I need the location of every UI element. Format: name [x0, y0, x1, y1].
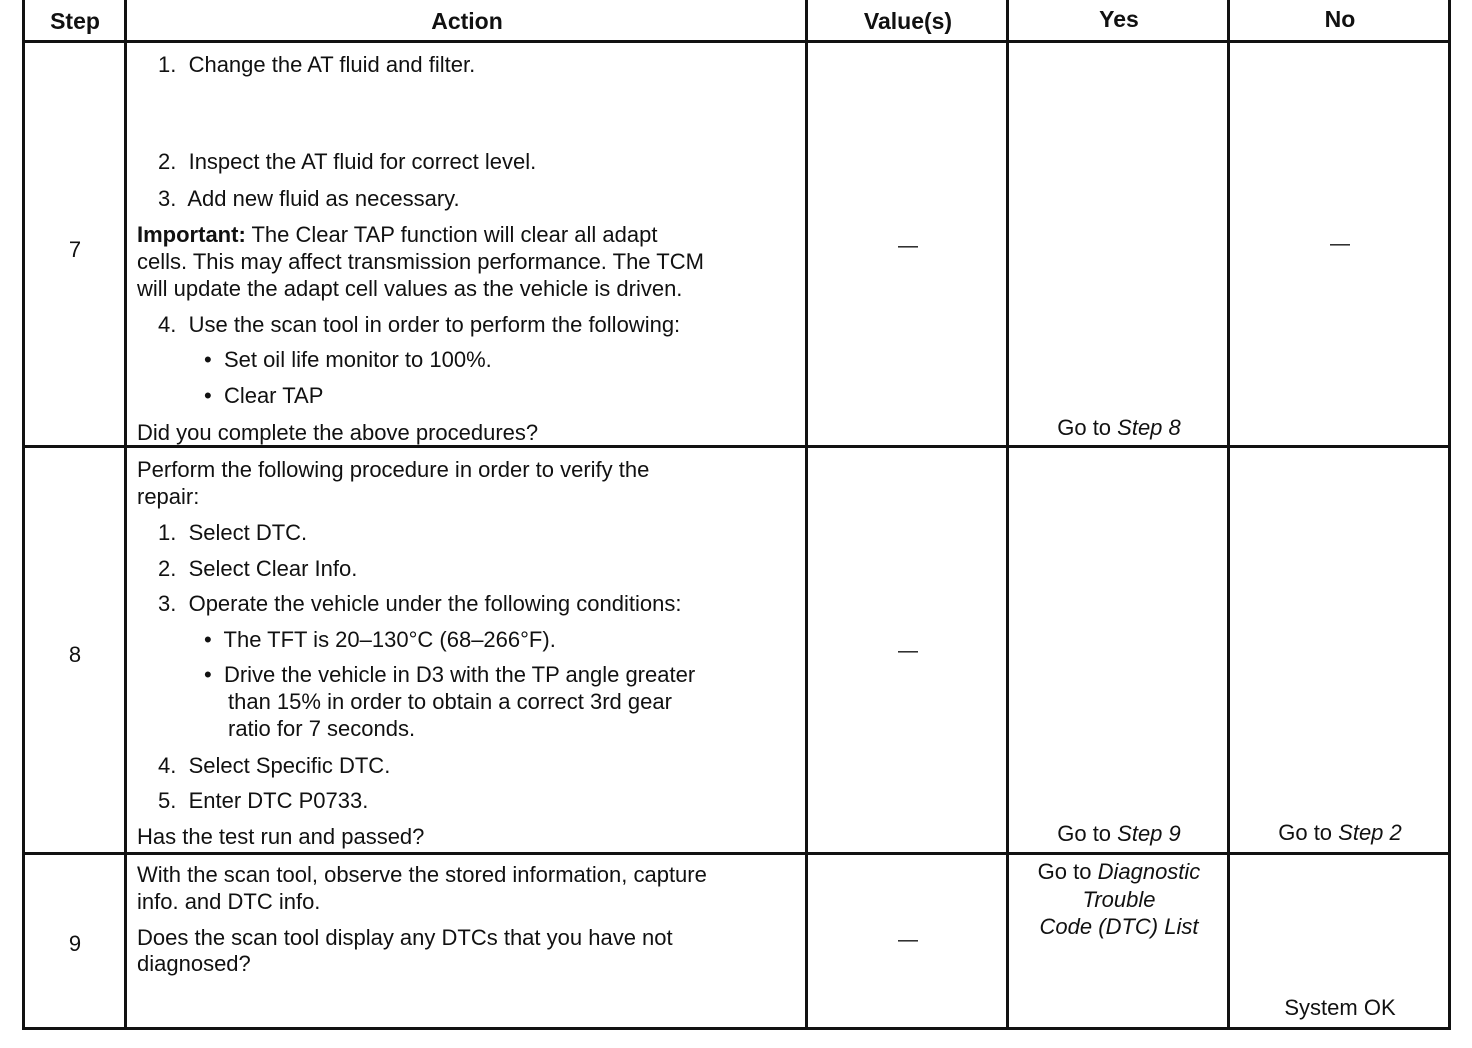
row7-step-2: Inspect the AT fluid for correct level. — [188, 149, 537, 174]
header-divider — [22, 40, 1451, 43]
row8-intro-line2: repair: — [137, 484, 200, 509]
header-yes: Yes — [1099, 6, 1139, 32]
row8-value: — — [898, 640, 918, 662]
column-divider-step — [124, 0, 127, 1030]
row7-step-4: Use the scan tool in order to perform the following: — [188, 312, 681, 337]
table-border-bottom — [22, 1027, 1451, 1030]
row8-list-1: 1. Select DTC. — [158, 520, 308, 545]
header-step: Step — [50, 8, 100, 34]
row7-bullet-1: • Set oil life monitor to 100%. — [204, 347, 492, 372]
row7-question: Did you complete the above procedures? — [137, 420, 539, 445]
row7-list-4: 4. Use the scan tool in order to perform the following: — [158, 312, 681, 337]
row7-list-1: 1. Change the AT fluid and filter. — [158, 52, 476, 77]
step-number-7: 7 — [68, 237, 82, 262]
table-border-right — [1448, 0, 1451, 1030]
row9-text-line2: info. and DTC info. — [137, 889, 321, 914]
row9-yes-line3: Code (DTC) List — [1039, 914, 1199, 939]
row9-yes-link[interactable]: Diagnostic — [1097, 859, 1201, 884]
row7-yes: Go to Step 8 — [1057, 415, 1181, 440]
row9-yes-line2: Trouble — [1082, 887, 1156, 912]
row9-yes-line1: Go to Diagnostic — [1037, 859, 1201, 884]
row9-question-line1: Does the scan tool display any DTCs that you have not — [137, 925, 673, 950]
column-divider-action — [805, 0, 808, 1030]
row8-list-3: 3. Operate the vehicle under the following conditions: — [158, 591, 682, 616]
header-action: Action — [431, 8, 503, 34]
row-divider-8-9 — [22, 852, 1451, 855]
row8-no: Go to Step 2 — [1278, 820, 1402, 845]
row7-step-1: Change the AT fluid and filter. — [188, 52, 476, 77]
row7-important-line1: Important: The Clear TAP function will clear all adapt — [137, 222, 658, 247]
table-border-left — [22, 0, 25, 1030]
row8-list-2: 2. Select Clear Info. — [158, 556, 358, 581]
row7-list-3: 3. Add new fluid as necessary. — [158, 186, 460, 211]
row8-bullet-2-line3: ratio for 7 seconds. — [228, 716, 416, 741]
row7-important-line3: will update the adapt cell values as the vehicle is driven. — [137, 276, 683, 301]
row9-value: — — [898, 929, 918, 951]
row7-list-2: 2. Inspect the AT fluid for correct level. — [158, 149, 537, 174]
row8-yes-link[interactable]: Step 9 — [1117, 821, 1181, 846]
row8-yes: Go to Step 9 — [1057, 821, 1181, 846]
row8-no-link[interactable]: Step 2 — [1338, 820, 1402, 845]
row8-bullet-2-line2: than 15% in order to obtain a correct 3rd gear — [228, 689, 672, 714]
row8-intro-line1: Perform the following procedure in order to verify the — [137, 457, 650, 482]
row9-no: System OK — [1284, 995, 1396, 1020]
row9-question-line2: diagnosed? — [137, 951, 251, 976]
row7-step-3: Add new fluid as necessary. — [187, 186, 460, 211]
row8-list-5: 5. Enter DTC P0733. — [158, 788, 369, 813]
header-values: Value(s) — [863, 8, 953, 34]
row7-no: — — [1330, 233, 1350, 255]
row8-question: Has the test run and passed? — [137, 824, 425, 849]
row8-bullet-2: • Drive the vehicle in D3 with the TP angle greater — [204, 662, 696, 687]
row9-text-line1: With the scan tool, observe the stored information, capture — [137, 862, 707, 887]
header-no: No — [1324, 6, 1356, 32]
row7-yes-link[interactable]: Step 8 — [1117, 415, 1181, 440]
row8-list-4: 4. Select Specific DTC. — [158, 753, 391, 778]
row7-value: — — [898, 235, 918, 257]
step-number-9: 9 — [68, 931, 82, 956]
step-number-8: 8 — [68, 642, 82, 667]
row8-bullet-1: • The TFT is 20–130°C (68–266°F). — [204, 627, 556, 652]
row7-bullet-2: • Clear TAP — [204, 383, 324, 408]
row7-important-line2: cells. This may affect transmission performance. The TCM — [137, 249, 704, 274]
important-label: Important: — [137, 222, 246, 247]
